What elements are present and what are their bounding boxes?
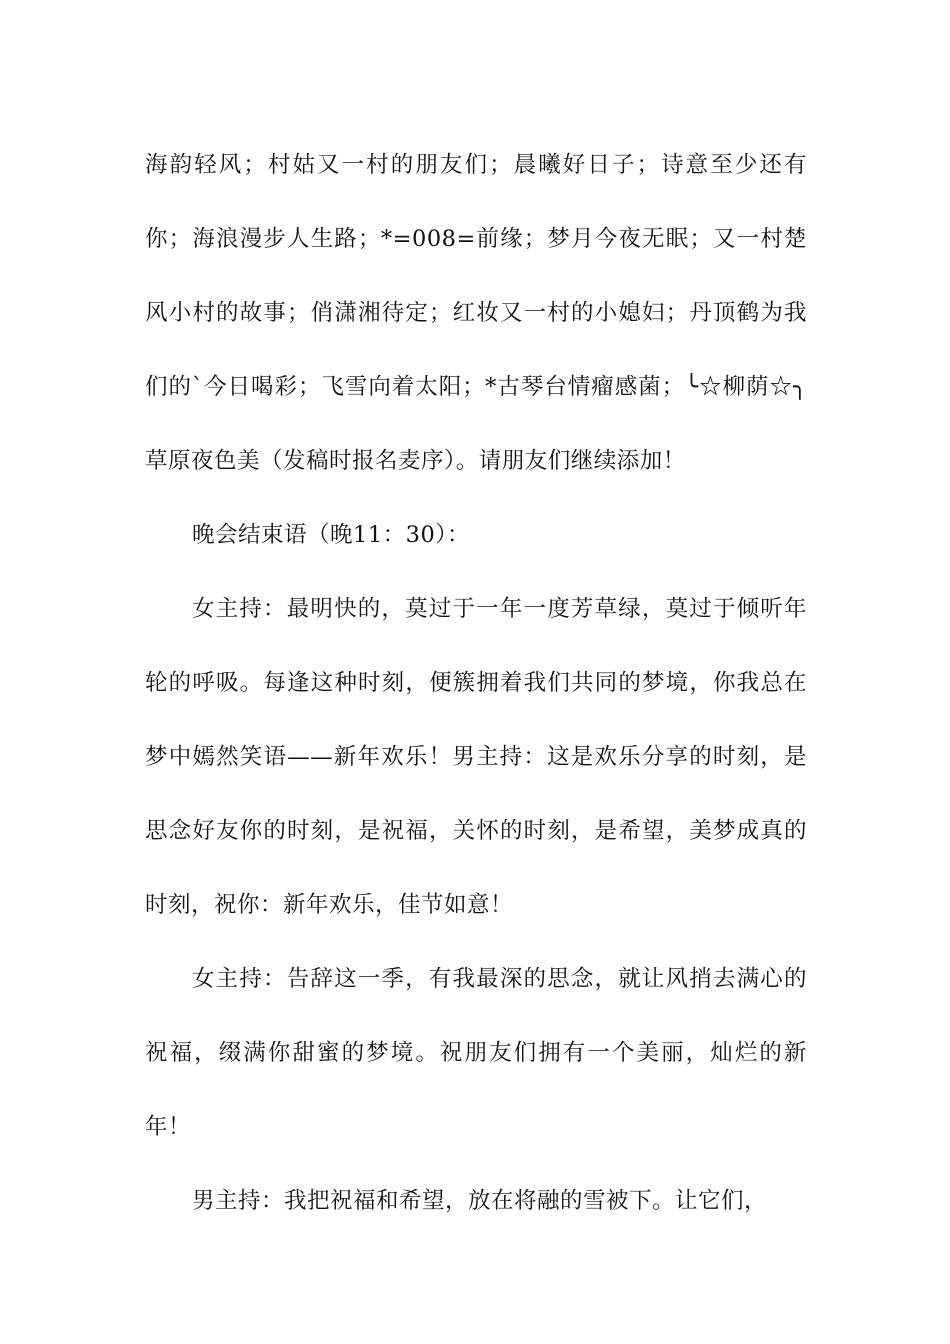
paragraph-host-dialogue-1: 女主持：最明快的，莫过于一年一度芳草绿，莫过于倾听年轮的呼吸。每逢这种时刻，便簇拥着我们共同的梦境，你我总在梦中嫣然笑语——新年欢乐！男主持：这是欢乐分享的时刻，是思念好友你的时刻，是祝福，关怀的时刻，是希望，美梦成真的时刻，祝你：新年欢乐，佳节如意！ — [145, 596, 807, 918]
paragraph-guest-list: 海韵轻风；村姑又一村的朋友们；晨曦好日子；诗意至少还有你；海浪漫步人生路；*=008=前缘；梦月今夜无眠；又一村楚风小村的故事；俏潇湘待定；红妆又一村的小媳妇；丹顶鹤为我们的`今日喝彩；飞雪向着太阳；*古琴台情瘤感菌；╰☆柳荫☆╮草原夜色美（发稿时报名麦序）。请朋友们继续添加！ — [145, 152, 807, 474]
paragraph-host-dialogue-3: 男主持：我把祝福和希望，放在将融的雪被下。让它们， — [192, 1188, 768, 1214]
paragraph-host-dialogue-2: 女主持：告辞这一季，有我最深的思念，就让风捎去满心的祝福，缀满你甜蜜的梦境。祝朋友们拥有一个美丽，灿烂的新年！ — [145, 966, 807, 1140]
document-body — [145, 128, 807, 1238]
paragraph-closing-heading: 晚会结束语（晚11：30）： — [192, 522, 471, 548]
